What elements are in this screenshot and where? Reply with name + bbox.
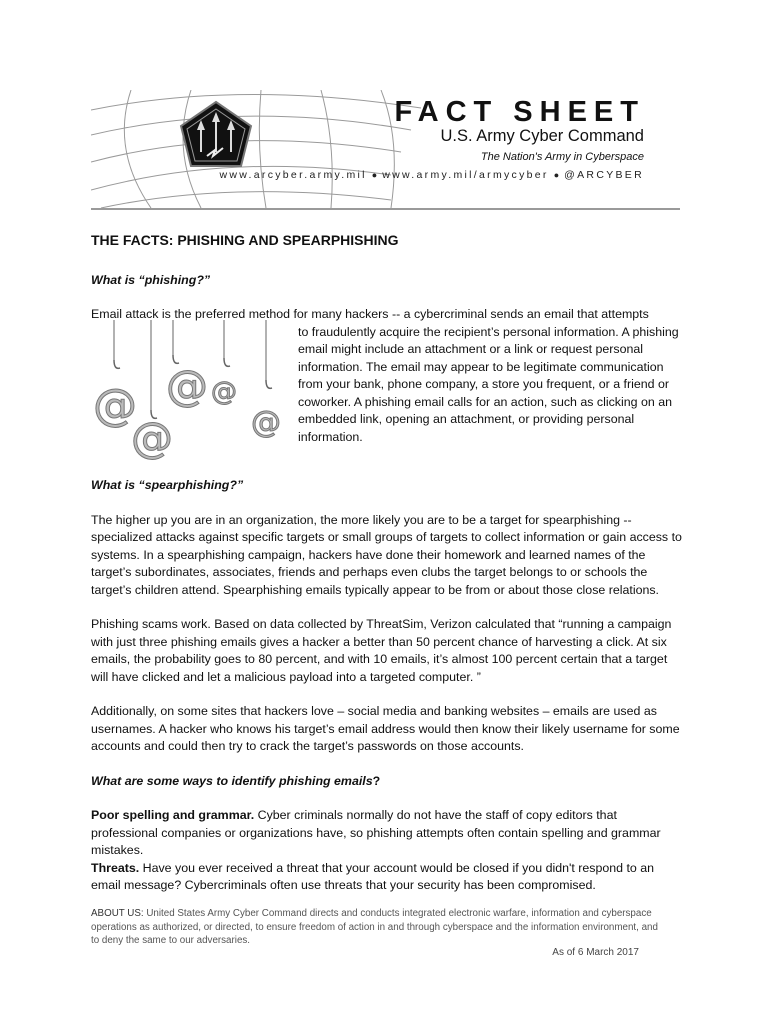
question-phishing: What is “phishing?” bbox=[91, 272, 211, 287]
page-heading: THE FACTS: PHISHING AND SPEARPHISHING bbox=[91, 232, 399, 248]
about-us-text: United States Army Cyber Command directs and conducts integrated electronic warfare, information and cyberspace operations as authorized, or directed, to ensure freedom of action in and through cyberspace and the information environment, and to deny the same to our adversaries. bbox=[91, 908, 658, 946]
svg-text:@: @ bbox=[211, 377, 237, 407]
usernames-paragraph: Additionally, on some sites that hackers love – social media and banking websites – emails are used as usernames. A hacker who knows his target’s email address would then know their likely username for some accounts and could then try to crack the target’s passwords on those accounts. bbox=[91, 704, 680, 753]
question-mark: ? bbox=[372, 773, 381, 788]
phishing-paragraph-lead: Email attack is the preferred method for many hackers -- a cybercriminal sends an email that attempts bbox=[91, 307, 649, 321]
spearphishing-paragraph: The higher up you are in an organization, the more likely you are to be a target for spearphishing -- specialized attacks against specific targets or small groups of targets to collect information or gain access to systems. In a spearphishing campaign, hackers have done their homework and learned names of the target’s subordinates, associates, friends and perhaps even clubs the target belongs to or schools the target’s children attend. Spearphishing emails typically appear to be from or about those close relations. bbox=[91, 512, 682, 597]
document-date: As of 6 March 2017 bbox=[552, 947, 639, 958]
header-links bbox=[219, 169, 644, 181]
svg-text:@: @ bbox=[131, 413, 173, 460]
phishing-paragraph-block bbox=[91, 306, 683, 466]
tip-threats bbox=[91, 860, 683, 895]
question-spearphishing: What is “spearphishing?” bbox=[91, 478, 244, 492]
tip-spelling-text: Cyber criminals normally do not have the staff of copy editors that professional companies or organizations have, so phishing attempts often contain spelling and grammar mistakes. bbox=[91, 808, 661, 857]
phishing-hooks-illustration bbox=[91, 320, 291, 460]
organization-name: U.S. Army Cyber Command bbox=[440, 127, 644, 145]
about-us-footer bbox=[91, 907, 661, 948]
about-us-label: ABOUT US: bbox=[91, 908, 144, 919]
tagline: The Nation's Army in Cyberspace bbox=[480, 151, 644, 163]
bullet-separator: ● bbox=[553, 170, 560, 180]
question-identify-text: What are some ways to identify phishing emails bbox=[91, 773, 373, 788]
bullet-separator: ● bbox=[371, 170, 378, 180]
tip-threats-text: Have you ever received a threat that your account would be closed if you didn't respond to an email message? Cybercriminals often use threats that your security has been compromised. bbox=[91, 860, 655, 892]
website-link[interactable]: www.arcyber.army.mil bbox=[219, 169, 367, 181]
header-divider bbox=[91, 208, 680, 210]
svg-text:@: @ bbox=[166, 361, 208, 410]
tip-threats-term: Threats. bbox=[91, 860, 140, 875]
svg-text:@: @ bbox=[251, 405, 281, 440]
fact-sheet-header bbox=[91, 90, 681, 208]
question-identify bbox=[91, 773, 683, 791]
army-cyber-pentagon-logo bbox=[181, 102, 251, 166]
tip-spelling-term: Poor spelling and grammar. bbox=[91, 808, 255, 822]
army-website-link[interactable]: www.army.mil/armycyber bbox=[382, 169, 549, 181]
threatsim-paragraph: Phishing scams work. Based on data collected by ThreatSim, Verizon calculated that “running a campaign with just three phishing emails gives a hacker a better than 50 percent chance of harvesting a click. At six emails, the probability goes to 80 percent, and with 10 emails, it’s almost 100 percent certain that a target will have clicked and let a malicious payload into a targeted computer. ” bbox=[91, 617, 672, 684]
document-body bbox=[91, 232, 683, 912]
svg-text:@: @ bbox=[93, 380, 137, 431]
tip-spelling bbox=[91, 807, 683, 860]
twitter-handle[interactable]: @ARCYBER bbox=[564, 169, 644, 181]
fact-sheet-title: FACT SHEET bbox=[394, 96, 645, 128]
phishing-paragraph-body: to fraudulently acquire the recipient’s personal information. A phishing email might include an attachment or a link or request personal information. The email may appear to be legitimate communication from your bank, phone company, a store you frequent, or a friend or coworker. A phishing email calls for an action, such as clicking on an embedded link, opening an attachment, or providing personal information. bbox=[298, 324, 679, 444]
